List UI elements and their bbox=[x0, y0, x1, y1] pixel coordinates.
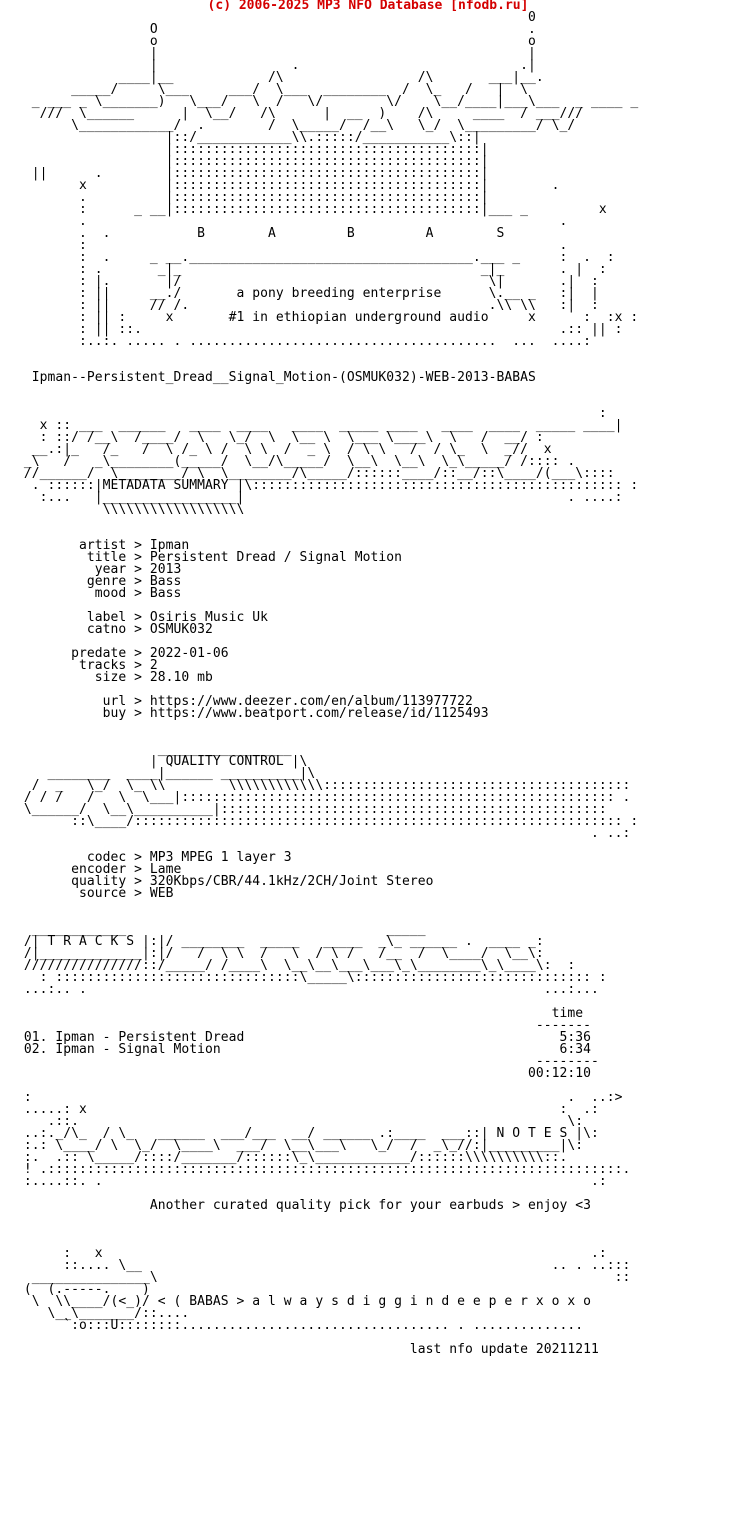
nfo-document: 0 O . o o | | | . .| ____|__ /\ /\ ___|__. _____/ \___ ___/ \___ ________ / \_ / | \ _ ___ _ \_______) \___/ \ / \/ \/ \__/____|___\___ _ ____ _ /// \______ | \__/ /\ | __ ) /\ ____ / ___/// \____________/ . / \_____/ /__\ \_/ \_________/ \_/ |::/____________\\.:::::/___________\::| |:::::::::::::::::::::::::::::::::::::::| |:::::::::::::::::::::::::::::::::::::::| || . |:::::::::::::::::::::::::::::::::::::::| x |:::::::::::::::::::::::::::::::::::::::| . . |:::::::::::::::::::::::::::::::::::::::| : _ __|:::::::::::::::::::::::::::::::::::::::|___ _ x . . . . B A B A S : . : . _ __.____________________________________.___ _ : . : : . _|_ _|_ . | : : |. |/ \| .| : : || __./ a pony breeding enterprise \.__ _ :| | : || // /. .\\ \\ :| : : || : x #1 in ethiopian underground audio x : :x : : || ::. .:: || : :..:. ..... . ....................................... ... ....: Ipman--Persistent_Dread__Signal_Motion-(OSMUK032)-WEB-2013-BABAS : x :: ___ ______ ____ ____ ____ _____ ____ ____ ____ _____ ____| : ::/ /__\ /____/ \ \_/ \ \__ \ \___ \____\ \ / __/ : __.:|_ /_ / \ /_ \ / \ \ / _ \ / \ \ / / \_ \ _// x _\ / _\________(_____/ \__/\_____/ \__\ \__\ \_\_____/ /:::: . //______/ \________/ \ \________/\_____/::::::____/::__/::\____/(___\:::: . ::::::|METADATA SUMMARY |\::::::::::::::::::::::::::::::::::::::::::::::: : :... |_________________| . ....: \\\\\\\\\\\\\\\\\\ artist > Ipman title > Persistent Dread / Signal Motion year > 2013 genre > Bass mood > Bass label > Osiris Music Uk catno > OSMUK032 predate > 2022-01-06 tracks > 2 size > 28.10 mb url > https://www.deezer.com/en/album/113977722 buy > https://www.beatport.com/release/id/1125493 _________________ | QUALITY CONTROL |\ ________ ____|______ __________|\ / _ \_/ \_ \\ \\\\\\\\\\\\::::::::::::::::::::::::::::::::::::::: / / / / \ \___|::::::::::::::::::::::::::::::::::::::::::::::::::::::: . \______/ \__\__________|::::::::::::::::::::::::::::::::::::::::::::::::: ::\____/:::::::::::::::::::::::::::::::::::::::::::::::::::::::::::::: : . ..: codec > MP3 MPEG 1 layer 3 encoder > Lame quality > 320Kbps/CBR/44.1kHz/2CH/Joint Stereo source > WEB ____________ _____ /| T R A C K S |:|/ ________ _____ _____ _\_ ______ . ____ _: /|_____________|:|/ / \ \ / \ / \ / /__ / \____/ \__\: ///////////////::/_____/ /____\ \__\__\___\___\_\________\_\____\: : : :::::::::::::::::::::::::::::::\_____\:::::::::::::::::::::::::::::: : ...:.. . ...:... time ------- 01. Ipman - Persistent Dread 5:36 02. Ipman - Signal Motion 6:34 -------- 00:12:10 : . ..:> .....: x : .: .::. \: ..:._/\_ / \_ ______ ___/___ __/ ______ .:____ ___::| N O T E S |\: :.: \____/ \ \_/ \____\ ___/ \__\___\ \_/ / _\_//:|_________|\: :. .:: \_____/::::/_______/::::::\_\____________/::::::\\\\\\\\\\::. ! .:::::::::::::::::::::::::::::::::::::::::::::::::::::::::::::::::::::::::. :....::. . .: Another curated quality pick for your earbuds > enjoy <3 : x .: ::.... \__ .. . ..::: _______________\ :: ( (.-----. ) \ \\____/(<_)/ < ( BABAS > a l w a y s d i g g i n d e e p e r x o x o \__\_______/::.... `:o:::U::::::::.................................. . .............. last nfo update 20211211 bbox=[23, 10, 639, 1357]
copyright-banner: (c) 2006-2025 MP3 NFO Database [nfodb.ru] bbox=[207, 0, 529, 13]
